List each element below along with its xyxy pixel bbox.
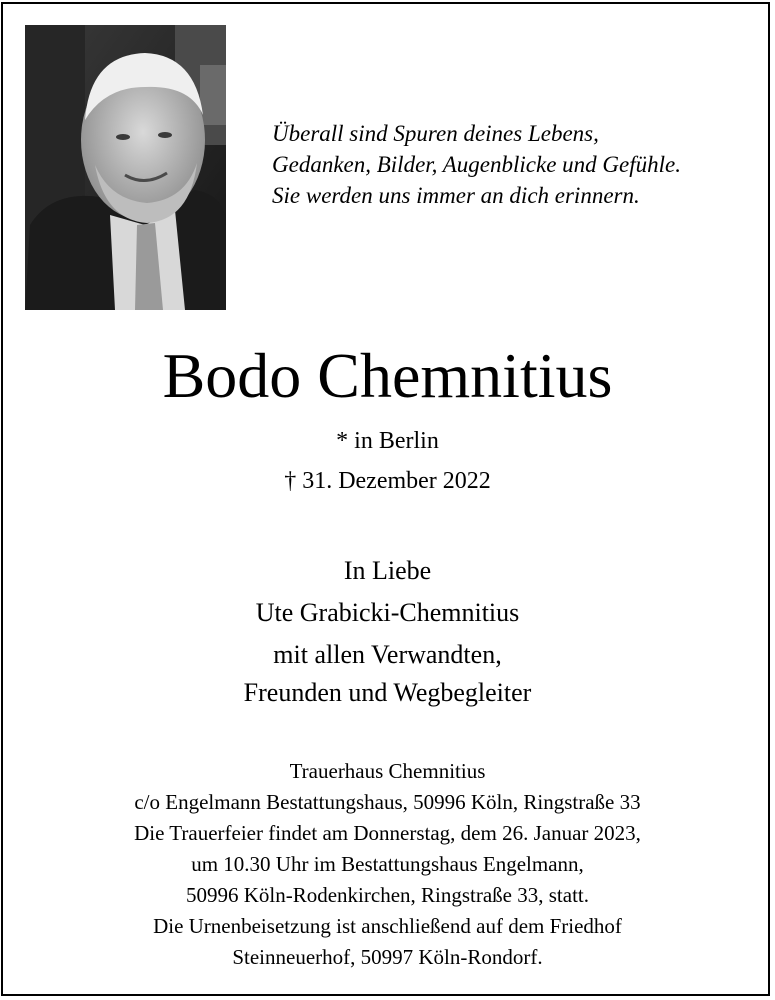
- mourners-relatives: mit allen Verwandten,: [273, 640, 502, 669]
- birth-place: * in Berlin: [336, 428, 439, 454]
- info-line: Die Urnenbeisetzung ist anschließend auf dem Friedhof: [153, 914, 622, 938]
- deceased-name: Bodo Chemnitius: [162, 340, 613, 411]
- death-date: † 31. Dezember 2022: [284, 468, 491, 494]
- info-line: Trauerhaus Chemnitius: [289, 759, 486, 783]
- life-dates: [0, 421, 775, 501]
- mourners-primary: Ute Grabicki-Chemnitius: [255, 598, 520, 627]
- poem-line: Überall sind Spuren deines Lebens,: [272, 121, 599, 146]
- memorial-poem: [272, 118, 762, 211]
- portrait-photo: [25, 25, 226, 310]
- info-line: Die Trauerfeier findet am Donnerstag, dem 26. Januar 2023,: [134, 821, 641, 845]
- info-line: Steinneuerhof, 50997 Köln-Rondorf.: [232, 945, 543, 969]
- poem-line: Sie werden uns immer an dich erinnern.: [272, 183, 640, 208]
- mourners-block: [0, 550, 775, 710]
- funeral-info: [0, 756, 775, 973]
- poem-line: Gedanken, Bilder, Augenblicke und Gefühle.: [272, 152, 681, 177]
- info-line: 50996 Köln-Rodenkirchen, Ringstraße 33, statt.: [185, 883, 590, 907]
- mourners-friends: Freunden und Wegbegleiter: [243, 678, 532, 707]
- info-line: um 10.30 Uhr im Bestattungshaus Engelmann,: [191, 852, 584, 876]
- info-line: c/o Engelmann Bestattungshaus, 50996 Köln, Ringstraße 33: [134, 790, 641, 814]
- mourners-intro: In Liebe: [343, 556, 432, 585]
